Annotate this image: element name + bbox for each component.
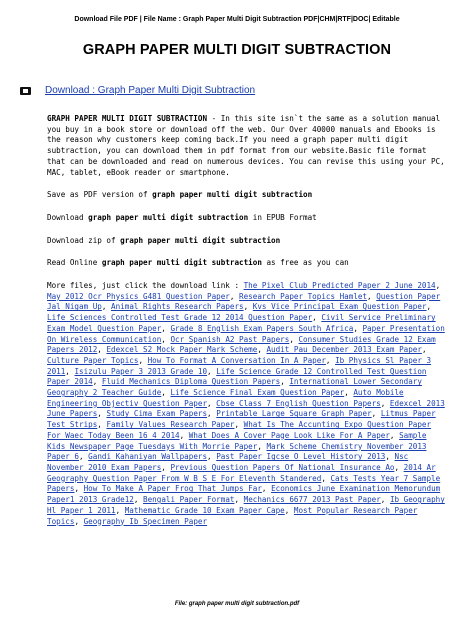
more-files-links [47,281,445,525]
link-separator: , [435,281,441,291]
more-file-link[interactable]: Printable Large Square Graph Paper [216,409,372,419]
more-file-link[interactable]: Grade 8 English Exam Papers South Africa [170,323,354,333]
more-file-link[interactable]: Mark Scheme Chemistry November 2013 Paper 6 [47,441,427,462]
link-separator: , [207,409,217,419]
download-suffix: in EPUB Format [248,212,317,222]
more-file-link[interactable]: Edexcel 2013 June Papers [47,398,445,419]
more-file-link[interactable]: Culture Paper Topics [47,355,139,365]
link-separator: , [161,462,171,472]
more-file-link[interactable]: Fluid Mechanics Diploma Question Papers [101,377,281,387]
link-separator: , [257,345,267,355]
link-separator: , [385,452,395,462]
more-file-link[interactable]: Most Popular Research Paper Topics [47,505,418,526]
more-file-link[interactable]: The Pixel Club Predicted Paper 2 June 2014 [243,281,436,291]
link-separator: , [161,388,171,398]
link-separator: , [92,377,102,387]
file-footer: File: graph paper multi digit subtraction.pdf [174,601,300,607]
more-file-link[interactable]: Cbse Class 7 English Question Papers [216,398,381,408]
more-file-link[interactable]: Auto Mobile Engineering Objectiv Question Paper [47,388,404,408]
zip-prefix: Download zip of [47,235,121,245]
more-file-link[interactable]: Litmus Paper Test Strips [47,409,436,430]
link-separator: , [133,495,144,505]
download-prefix: Download [47,212,89,222]
link-separator: , [289,334,299,344]
document-title: GRAPH PAPER MULTI DIGIT SUBTRACTION [82,42,392,58]
more-file-link[interactable]: Paper Presentation On Wireless Communication [47,323,445,344]
link-separator: , [312,313,322,323]
more-file-link[interactable]: Gandi Kahaniyan Wallpapers [88,452,208,462]
link-separator: , [234,420,244,430]
more-file-link[interactable]: Ib Geography Hl Paper 1 2011 [47,495,445,515]
link-separator: , [97,345,107,355]
link-separator: , [207,398,217,408]
link-separator: , [380,495,390,505]
download-link[interactable]: Download : Graph Paper Multi Digit Subtraction [45,85,256,96]
intro-text: - In this site isn`t the same as a solution manual you buy in a book store or download off the web. Our Over 40000 manuals and Ebooks is the reason why customers keep coming back.If you need a graph paper multi digit subtraction, you can download them in pdf format from our website.Basic file format that can be downloaded and read on numerous devices. You can revise this using your PC, MAC, tablet, eBook reader or smartphone. [47,114,445,177]
more-file-link[interactable]: How To Make A Paper Frog That Jumps Far [83,484,262,494]
link-separator: , [426,302,432,312]
more-file-link[interactable]: Ocr Spanish A2 Past Papers [170,334,290,344]
link-separator: , [371,409,381,419]
save-pdf-line [47,190,447,201]
link-separator: , [79,452,89,462]
link-separator: , [161,334,171,344]
intro-paragraph [47,114,447,178]
more-file-link[interactable]: Mathematic Grade 10 Exam Paper Cape [124,505,285,515]
link-separator: , [353,323,363,333]
link-separator: , [380,398,390,408]
more-file-link[interactable]: Ib Physics Sl Paper 3 2011 [47,355,432,376]
download-zip-line [47,236,447,247]
more-file-link[interactable]: How To Format A Conversation In A Paper [147,355,326,365]
more-file-link[interactable]: Bengali Paper Format [143,495,235,505]
link-separator: , [207,366,217,376]
more-file-link[interactable]: Sample Kids Newspaper Page Tuesdays With Morrie Paper [47,430,427,451]
more-file-link[interactable]: Mechanics 6677 2013 Past Paper [243,495,381,505]
link-separator: , [421,345,427,355]
more-file-link[interactable]: Audit Pau December 2013 Exam Paper [266,345,422,355]
more-file-link[interactable]: International Lower Secondary Geography 2 Teacher Guide [47,377,422,398]
link-separator: , [389,430,400,440]
link-separator: , [179,430,189,440]
link-separator: , [74,484,84,494]
more-file-link[interactable]: Civil Service Preliminary Exam Model Question Paper [47,313,436,333]
link-separator: , [65,366,75,376]
save-bold: graph paper multi digit subtraction [152,190,313,200]
more-files-paragraph [47,281,447,527]
more-file-link[interactable]: May 2012 Ocr Physics G481 Question Paper [47,291,230,301]
link-separator: , [229,291,240,301]
more-file-link[interactable]: Kvs Vice Principal Exam Question Paper [252,302,427,312]
read-online-line [47,258,447,269]
link-separator: , [97,409,107,419]
link-separator: , [115,505,125,515]
read-suffix: as free as you can [261,258,349,268]
more-files-prefix: More files, just click the download link : [47,281,244,291]
more-file-link[interactable]: Past Paper Igcse O Level History 2013 [216,452,386,462]
more-file-link[interactable]: Nsc November 2010 Exam Papers [47,452,409,472]
more-file-link[interactable]: Family Values Research Paper [106,420,235,430]
file-header: Download File PDF | File Name : Graph Paper Multi Digit Subtraction PDF|CHM|RTF|DOC| Editable [74,16,400,23]
link-separator: , [161,323,171,333]
more-file-link[interactable]: What Is The Accunting Expo Question Paper For Waec Today Been 16 4 2014 [47,420,432,440]
save-prefix: Save as PDF version of [47,190,153,200]
more-file-link[interactable]: Research Paper Topics Hamlet [239,291,368,301]
more-file-link[interactable]: Geography Ib Specimen Paper [83,516,208,526]
more-file-link[interactable]: Isizulu Paper 3 2013 Grade 10 [74,366,208,376]
read-prefix: Read Online [47,258,102,268]
more-file-link[interactable]: 2014 Ar Geography Question Paper From W B S E For Eleventh Standered [47,462,436,483]
document-body [47,114,447,539]
more-file-link[interactable]: Question Paper Jal Nigam Up [47,291,441,312]
link-separator: , [257,441,267,451]
link-separator: , [325,355,336,365]
more-file-link[interactable]: Previous Question Papers Of National Insurance Ao [170,462,395,472]
link-separator: , [394,462,404,472]
more-file-link[interactable]: Edexcel S2 Mock Paper Mark Scheme [106,345,258,355]
more-file-link[interactable]: Animal Rights Research Papers [111,302,244,312]
link-separator: , [74,516,84,526]
more-file-link[interactable]: Consumer Studies Grade 12 Exam Papers 2012 [47,334,436,355]
link-separator: , [97,420,107,430]
link-separator: , [243,302,253,312]
link-separator: , [344,388,354,398]
link-separator: , [321,473,331,483]
link-separator: , [284,505,294,515]
link-separator: , [234,495,244,505]
more-file-link[interactable]: Life Science Final Exam Question Paper [170,388,345,398]
more-file-link[interactable]: Life Sciences Controlled Test Grade 12 2014 Question Paper [47,313,313,323]
more-file-link[interactable]: Study Cima Exam Papers [106,409,208,419]
link-separator: , [261,484,272,494]
more-file-link[interactable]: What Does A Cover Page Look Like For A Paper [188,430,390,440]
read-bold: graph paper multi digit subtraction [101,258,262,268]
link-separator: , [207,452,217,462]
intro-bold-title: GRAPH PAPER MULTI DIGIT SUBTRACTION [47,114,208,123]
download-row [20,85,255,96]
more-file-link[interactable]: Cats Tests Year 7 Sample Papers [47,473,441,494]
more-file-link[interactable]: Life Science Grade 12 Controlled Test Question Paper 2014 [47,366,427,387]
link-separator: , [280,377,290,387]
download-epub-line [47,213,447,224]
link-separator: , [367,291,377,301]
download-bold: graph paper multi digit subtraction [88,212,249,222]
link-separator: , [138,355,148,365]
download-arrow-icon [20,87,31,95]
link-separator: , [101,302,112,312]
zip-bold: graph paper multi digit subtraction [120,235,281,245]
more-file-link[interactable]: Economics June Examination Memorundum Paper1 2013 Grade12 [47,484,441,505]
